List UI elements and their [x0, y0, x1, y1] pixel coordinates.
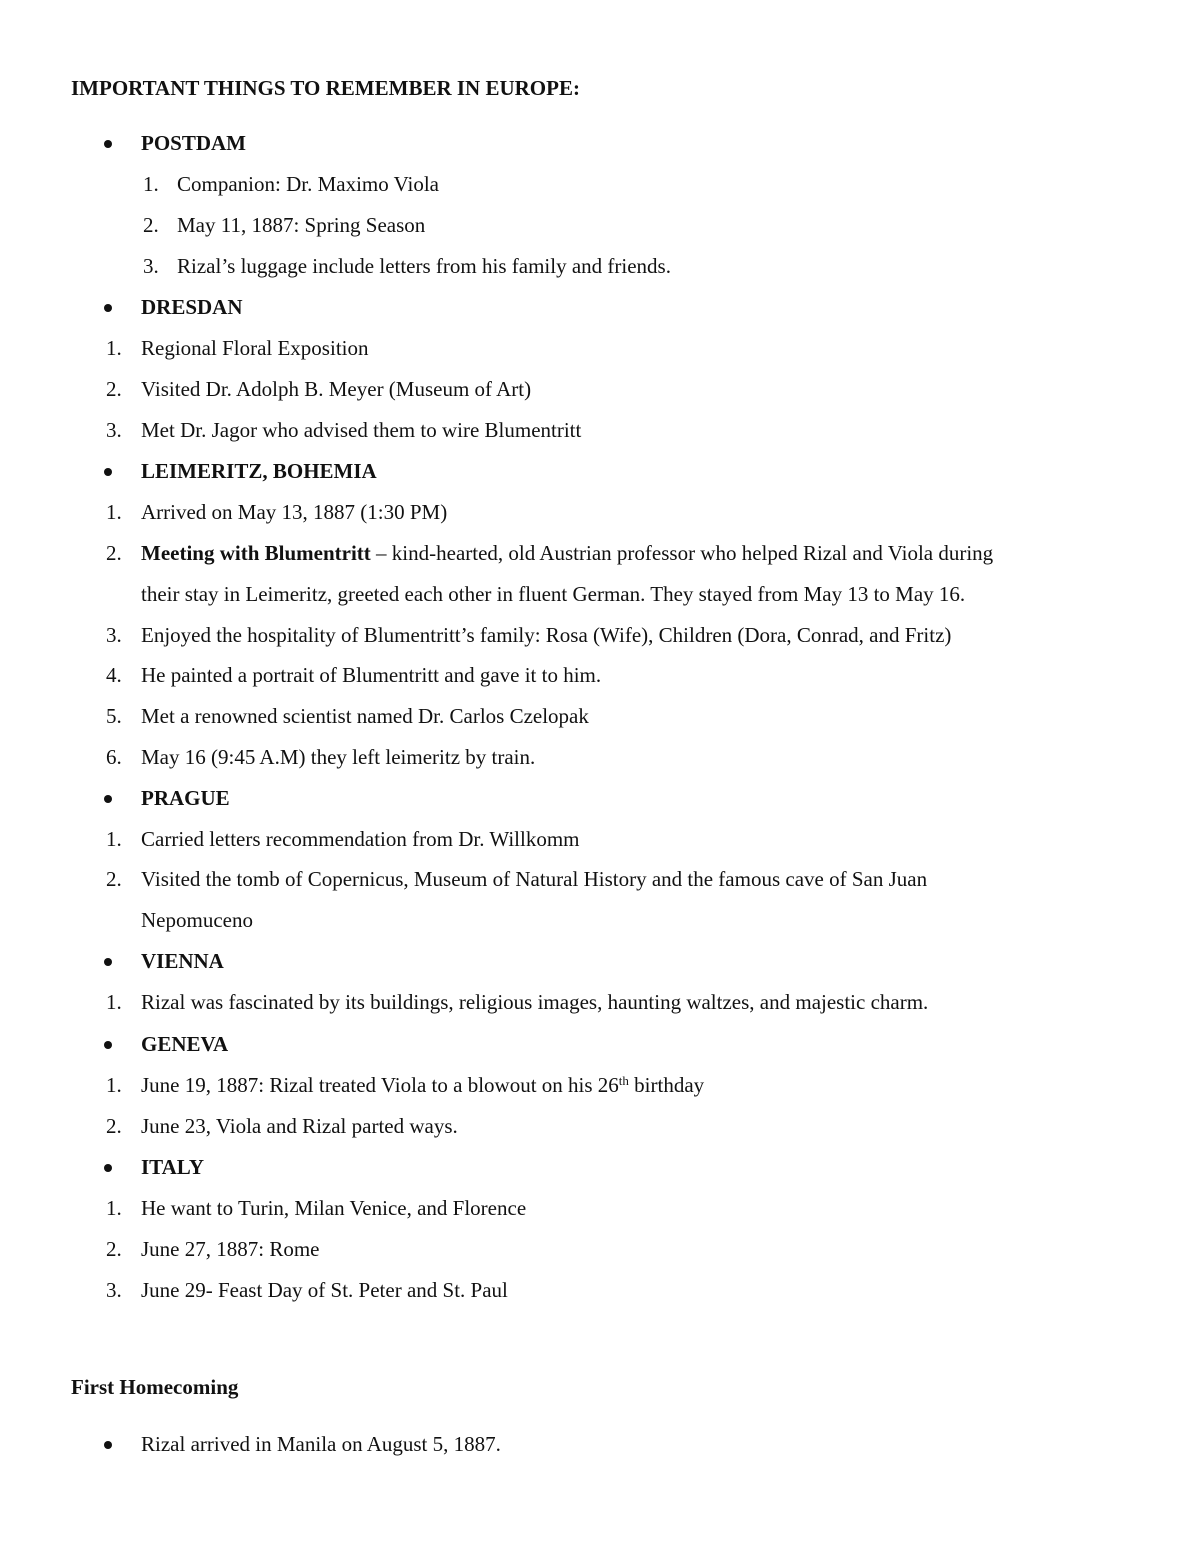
list-number: 2.	[106, 1237, 122, 1261]
bullet-icon	[104, 468, 112, 476]
list-item: Regional Floral Exposition	[141, 336, 369, 360]
list-item: Rizal’s luggage include letters from his family and friends.	[177, 254, 671, 278]
list-number: 1.	[106, 827, 122, 851]
list-item: Visited the tomb of Copernicus, Museum of Natural History and the famous cave of San Juan	[141, 867, 928, 891]
list-item: Carried letters recommendation from Dr. Willkomm	[141, 827, 580, 851]
list-item-continuation: their stay in Leimeritz, greeted each other in fluent German. They stayed from May 13 to May 16.	[141, 582, 966, 606]
bullet-icon	[104, 958, 112, 966]
list-number: 3.	[106, 418, 122, 442]
list-number: 5.	[106, 704, 122, 728]
list-item-continuation: Nepomuceno	[141, 908, 253, 932]
list-number: 3.	[143, 254, 159, 278]
bold-lead-text: Meeting with Blumentritt	[141, 541, 371, 565]
list-item-text: – kind-hearted, old Austrian professor who helped Rizal and Viola during	[370, 541, 994, 565]
section-heading-dresdan: DRESDAN	[141, 295, 243, 319]
list-number: 2.	[106, 541, 122, 565]
section-title-first-homecoming: First Homecoming	[71, 1375, 239, 1399]
list-item	[141, 1072, 704, 1098]
bullet-icon	[104, 1041, 112, 1049]
bullet-icon	[104, 795, 112, 803]
bullet-icon	[104, 1441, 112, 1449]
list-number: 1.	[106, 500, 122, 524]
list-item: Arrived on May 13, 1887 (1:30 PM)	[141, 500, 448, 524]
section-heading-leimeritz: LEIMERITZ, BOHEMIA	[141, 459, 377, 483]
list-item: Visited Dr. Adolph B. Meyer (Museum of Art)	[141, 377, 532, 401]
list-item: Met Dr. Jagor who advised them to wire Blumentritt	[141, 418, 582, 442]
list-item: June 29- Feast Day of St. Peter and St. Paul	[141, 1278, 508, 1302]
list-item: June 23, Viola and Rizal parted ways.	[141, 1114, 458, 1138]
bullet-icon	[104, 304, 112, 312]
section-heading-vienna: VIENNA	[141, 949, 224, 973]
list-number: 2.	[143, 213, 159, 237]
bullet-icon	[104, 140, 112, 148]
list-number: 4.	[106, 663, 122, 687]
superscript-text: th	[618, 1073, 629, 1088]
section-heading-italy: ITALY	[141, 1155, 205, 1179]
list-number: 2.	[106, 867, 122, 891]
list-number: 6.	[106, 745, 122, 769]
list-item: He want to Turin, Milan Venice, and Florence	[141, 1196, 527, 1220]
list-item: Rizal arrived in Manila on August 5, 1887.	[141, 1432, 501, 1456]
list-item: Met a renowned scientist named Dr. Carlos Czelopak	[141, 704, 589, 728]
list-item-text: June 19, 1887: Rizal treated Viola to a blowout on his 26	[141, 1073, 619, 1097]
list-item-text: birthday	[628, 1073, 705, 1097]
list-number: 1.	[106, 990, 122, 1014]
list-item: June 27, 1887: Rome	[141, 1237, 320, 1261]
list-item: Enjoyed the hospitality of Blumentritt’s family: Rosa (Wife), Children (Dora, Conrad, and Fritz)	[141, 623, 952, 647]
list-number: 1.	[143, 172, 159, 196]
list-item	[141, 540, 993, 566]
list-item: Companion: Dr. Maximo Viola	[177, 172, 440, 196]
list-number: 2.	[106, 377, 122, 401]
list-item: May 11, 1887: Spring Season	[177, 213, 426, 237]
list-number: 2.	[106, 1114, 122, 1138]
list-number: 1.	[106, 1196, 122, 1220]
list-number: 3.	[106, 623, 122, 647]
list-number: 1.	[106, 336, 122, 360]
list-item: Rizal was fascinated by its buildings, religious images, haunting waltzes, and majestic charm.	[141, 990, 929, 1014]
section-heading-prague: PRAGUE	[141, 786, 230, 810]
list-item: He painted a portrait of Blumentritt and gave it to him.	[141, 663, 602, 687]
bullet-icon	[104, 1164, 112, 1172]
list-number: 1.	[106, 1073, 122, 1097]
section-heading-postdam: POSTDAM	[141, 131, 246, 155]
section-heading-geneva: GENEVA	[141, 1032, 229, 1056]
document-title: IMPORTANT THINGS TO REMEMBER IN EUROPE:	[71, 76, 580, 100]
list-number: 3.	[106, 1278, 122, 1302]
list-item: May 16 (9:45 A.M) they left leimeritz by train.	[141, 745, 536, 769]
